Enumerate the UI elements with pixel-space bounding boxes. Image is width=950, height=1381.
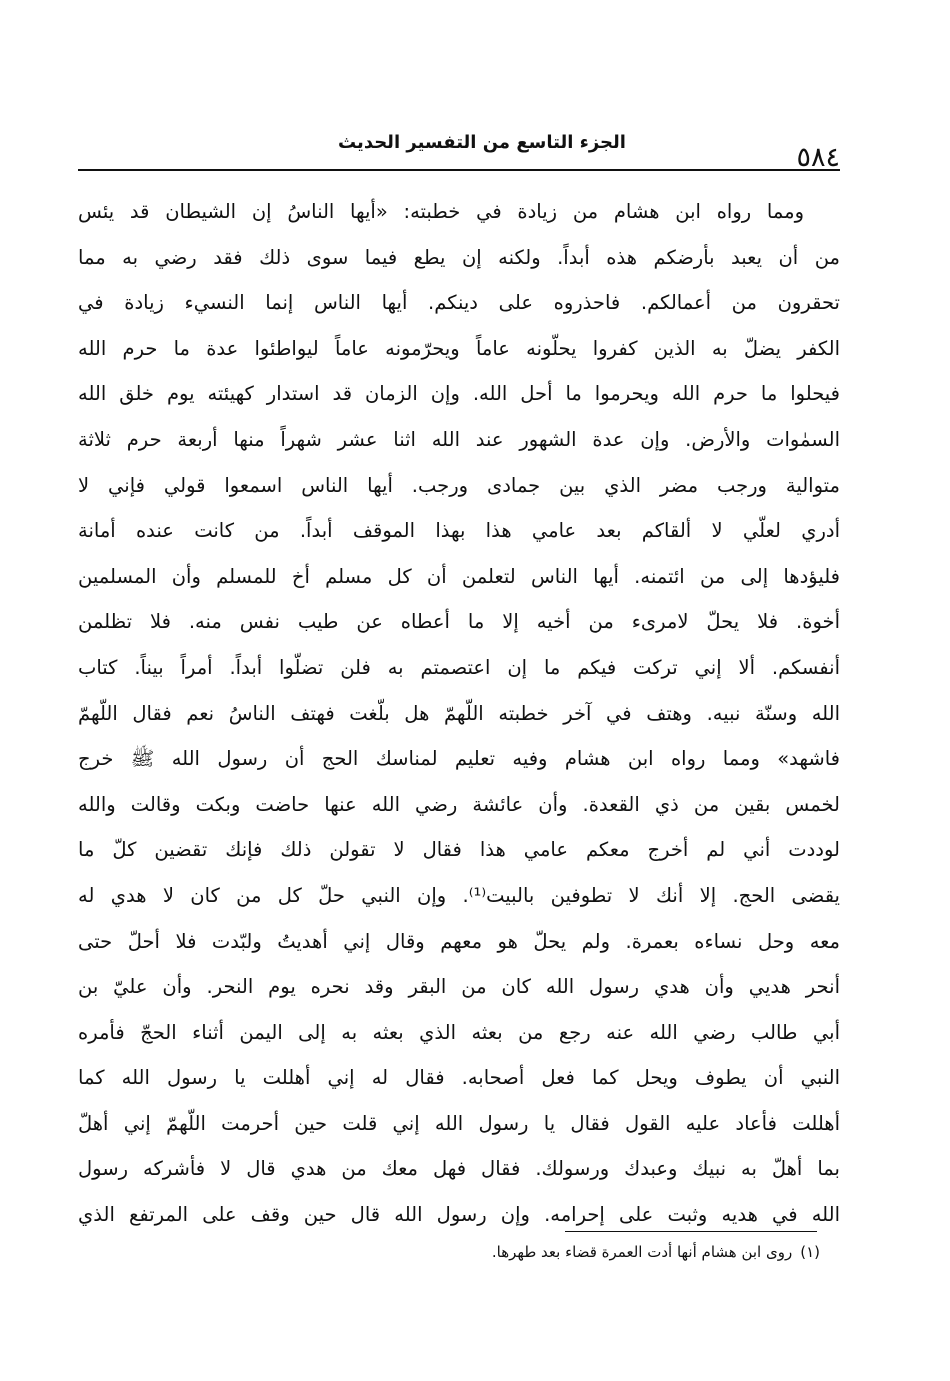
text-line: فليؤدها إلى من ائتمنه. أيها الناس لتعلمن أن كل مسلم أخ للمسلم وأن المسلمين (78, 564, 840, 588)
main-text (78, 189, 840, 1238)
text-line: فيحلوا ما حرم الله ويحرموا ما أحل الله. وإن الزمان قد استدار كهيئته يوم خلق الله (78, 382, 840, 406)
text-line: الكفر يضلّ به الذين كفروا يحلّونه عاماً ويحرّمونه عاماً ليواطئوا عدة ما حرم الله (78, 336, 840, 360)
text-line: النبي أن يطوف ويحل كما فعل أصحابه. فقال له إني أهللت يا رسول الله كما (78, 1066, 840, 1090)
text-line: أنفسكم. ألا إني تركت فيكم ما إن اعتصمتم به فلن تضلّوا أبداً. أمراً بيناً. كتاب (78, 655, 840, 679)
text-line: ومما رواه ابن هشام من زيادة في خطبته: «أيها الناسُ إن الشيطان قد يئس (78, 200, 804, 223)
text-line: لوددت أني لم أخرج معكم عامي هذا فقال لا تقولن ذلك فإنك تقضين كلّ ما (78, 838, 840, 862)
text-line: فاشهد» ومما رواه ابن هشام وفيه تعليم لمناسك الحج أن رسول الله ﷺ خرج (78, 747, 840, 771)
text-line: أخوة. فلا يحلّ لامرىء من أخيه إلا ما أعطاه عن طيب نفس منه. فلا تظلمن (78, 610, 840, 634)
text-line: أهللت فأعاد عليه القول فقال يا رسول الله إني قلت حين أحرمت اللّهمّ إني أهلّ (78, 1111, 840, 1135)
text-line: تحقرون من أعمالكم. فاحذروه على دينكم. أيها الناس إنما النسيء زيادة في (78, 291, 840, 315)
text-line: أدري لعلّي لا ألقاكم بعد عامي هذا بهذا الموقف أبداً. من كانت عنده أمانة (78, 519, 840, 543)
page-number: ٥٨٤ (796, 142, 840, 173)
footnote-divider (565, 1231, 817, 1232)
text-line: الله في هديه وثبت على إحرامه. وإن رسول الله قال حين وقف على المرتفع الذي (78, 1203, 840, 1227)
footnote-marker: (١) (800, 1243, 820, 1261)
page-header (78, 128, 840, 173)
running-title: الجزء التاسع من التفسير الحديث (338, 132, 626, 153)
header-divider (78, 169, 840, 171)
text-line: متوالية ورجب مضر الذي بين جمادى ورجب. أيها الناس اسمعوا قولي فإني لا (78, 473, 840, 497)
footnote (492, 1243, 820, 1261)
footnote-text: روى ابن هشام أنها أدت العمرة قضاء بعد طهرها. (491, 1243, 793, 1261)
text-line: السمٰوات والأرض. وإن عدة الشهور عند الله اثنا عشر شهراً منها أربعة حرم ثلاثة (78, 427, 840, 451)
text-line: من أن يعبد بأرضكم هذه أبداً. ولكنه إن يطع فيما سوى ذلك فقد رضي به مما (78, 245, 840, 269)
text-line: لخمس بقين من ذي القعدة. وأن عائشة رضي الله عنها حاضت وبكت وقالت والله (78, 792, 840, 816)
text-line: أنحر هديي وأن هدي رسول الله كان من البقر وقد نحره يوم النحر. وأن عليّ بن (78, 975, 840, 999)
text-line: معه وحل نساءه بعمرة. ولم يحلّ هو معهم وقال إني أهديتُ ولبّدت فلا أحلّ حتى (78, 929, 840, 953)
text-line: يقضى الحج. إلا أنك لا تطوفين بالبيت⁽¹⁾. وإن النبي حلّ كل من كان لا هدي له (78, 883, 840, 907)
text-line: الله وسنّة نبيه. وهتف في آخر خطبته اللّهمّ هل بلّغت فهتف الناسُ نعم فقال اللّهمّ (78, 701, 840, 725)
text-line: أبي طالب رضي الله عنه رجع من بعثه الذي بعثه به إلى اليمن أثناء الحجّ فأمره (78, 1020, 840, 1044)
text-line: بما أهلّ به نبيك وعبدك ورسولك. فقال فهل معك من هدي قال لا فأشركه رسول (78, 1157, 840, 1181)
